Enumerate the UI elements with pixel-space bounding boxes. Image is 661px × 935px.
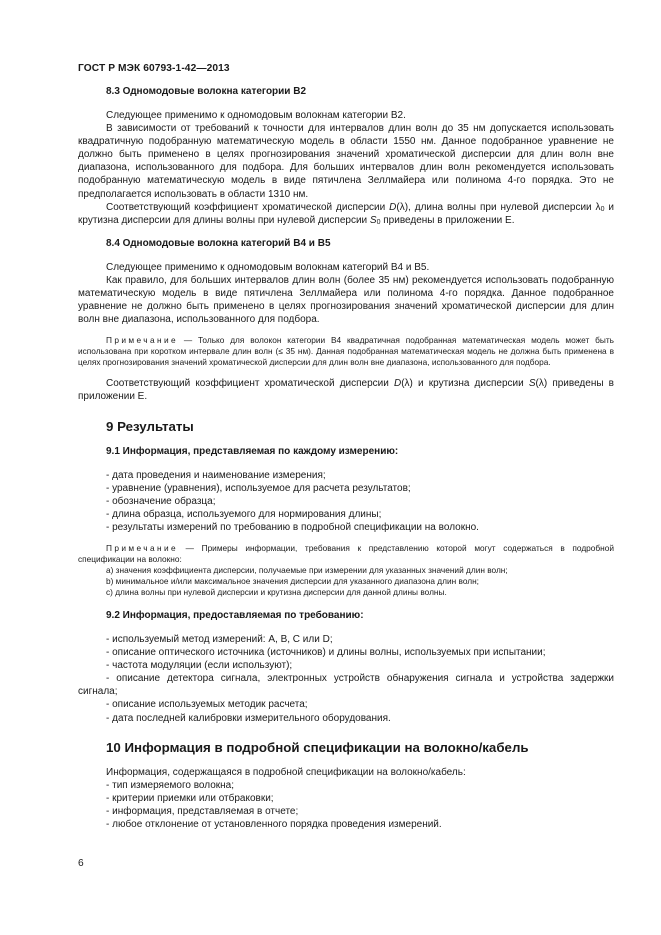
section-8-4-title: 8.4 Одномодовые волокна категорий В4 и В5 [106,237,331,249]
document-header: ГОСТ Р МЭК 60793-1-42—2013 [78,63,230,74]
text-run: Соответствующий коэффициент хроматической дисперсии [106,378,394,390]
section-8-3-paragraph-1: Следующее применимо к одномодовым волокнам категории В2. [106,110,406,121]
list-item: - описание используемых методик расчета; [106,699,308,711]
subscript: 0 [376,218,381,226]
list-item: - информация, представляемая в отчете; [106,805,299,817]
document-body [78,85,614,831]
list-item: - описание детектора сигнала, электронных устройств обнаружения сигнала и устройства задержки сигнала; [78,673,614,698]
text-run: (λ) приведены в приложении Е. [78,378,614,403]
symbol-d: D [389,201,397,213]
section-8-3-title: 8.3 Одномодовые волокна категории В2 [106,86,307,97]
symbol-s: S [528,378,536,390]
section-10-title: 10 Информация в подробной спецификации на волокно/кабель [106,739,529,755]
symbol-d: D [393,378,402,390]
note-text: — Только для волокон категории В4 квадратичная подобранная математическая модель может быть использована при коротком интервале длин волн (≤ 35 нм). Данная подобранная математическая модель не должна быть применена в целях прогнозирования значений хроматической дисперсии для длин волн вне диапазона, использованного для подбора. [78,335,614,368]
section-8-3-paragraph-2: В зависимости от требований к точности для интервалов длин волн до 35 нм допускается использовать квадратичную подобранную математическую модель в области 1550 нм. Данное подобранное уравнение не должно быть применено в целях прогнозирования значений хроматической дисперсии для длин волн вне диапазона, использованного для подбора. Для больших интервалов длин волн рекомендуется использовать подобранную математическую модель в виде пятичлена Зеллмайера или полинома 4-го порядка. Это не предполагается использовать в области 1310 нм. [78,123,614,200]
note-list-item: b) минимальное и/или максимальное значения дисперсии для указанного диапазона длин волн; [106,575,479,586]
section-9-2-list [78,633,614,725]
text-run: (λ) и крутизна дисперсии [401,378,529,390]
text-run: Соответствующий коэффициент хроматической дисперсии [106,201,390,213]
symbol-s: S [369,214,377,226]
section-9-1-note [78,543,614,565]
section-10-intro: Информация, содержащаяся в подробной спецификации на волокно/кабель: [106,766,466,778]
section-9-2-title: 9.2 Информация, предоставляемая по требованию: [106,609,364,621]
note-label: Примечание [106,335,179,346]
list-item: - тип измеряемого волокна; [106,779,234,791]
section-8-4-paragraph-3 [78,377,614,403]
list-item: - частота модуляции (если используют); [106,660,293,672]
note-label: Примечание [106,542,179,553]
section-8-4-paragraph-2: Как правило, для больших интервалов длин волн (более 35 нм) рекомендуется использовать подобранную математическую модель в виде пятичлена Зеллмайера или полинома 4-го порядка. Данное подобранное уравнение не должно быть применено в целях прогнозирования значений хроматической дисперсии для длин волн вне диапазона, использованного для подбора. [78,274,614,326]
note-list-item: c) длина волны при нулевой дисперсии и крутизна дисперсии для данной длины волны. [106,586,447,597]
section-8-3-paragraph-3 [78,201,614,227]
section-8-4-note [78,335,614,368]
list-item: - длина образца, используемого для нормирования длины; [106,508,382,520]
list-item: - уравнение (уравнения), используемое для расчета результатов; [106,482,411,494]
text-run: (λ), длина волны при нулевой дисперсии λ [396,201,601,213]
subscript: 0 [600,205,605,213]
text-run: приведены в приложении Е. [380,214,515,226]
section-9-1-note-list [78,565,614,598]
list-item: - результаты измерений по требованию в подробной спецификации на волокно. [106,521,479,533]
list-item: - дата последней калибровки измерительного оборудования. [106,712,391,724]
text-run: и крутизна дисперсии для длины волны при нулевой дисперсии [78,201,614,226]
list-item: - любое отклонение от установленного порядка проведения измерений. [106,819,442,830]
list-item: - критерии приемки или отбраковки; [106,792,274,804]
section-9-1-title: 9.1 Информация, представляемая по каждому измерению: [106,445,399,457]
list-item: - описание оптического источника (источников) и длины волны, используемых при испытании; [106,647,546,659]
note-text: — Примеры информации, требования к представлению которой могут содержаться в подробной спецификации на волокно: [78,542,614,564]
list-item: - обозначение образца; [106,495,216,507]
list-item: - используемый метод измерений: A, B, C или D; [106,633,333,645]
section-10-list [78,779,614,831]
list-item: - дата проведения и наименование измерения; [106,469,326,481]
section-9-1-list [78,469,614,534]
page-number: 6 [78,858,84,869]
section-8-4-paragraph-1: Следующее применимо к одномодовым волокнам категорий В4 и В5. [106,261,430,273]
section-9-title: 9 Результаты [106,418,194,434]
note-list-item: a) значения коэффициента дисперсии, получаемые при измерении для указанных значений длин волн; [106,564,508,575]
